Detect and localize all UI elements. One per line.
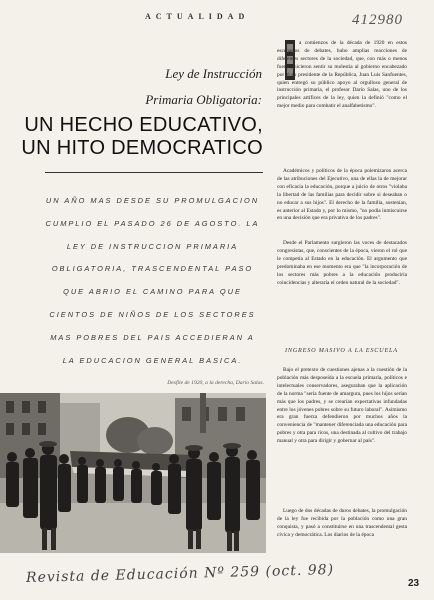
article-deck: UN AÑO MAS DESDE SU PROMULGACION CUMPLIO EL PASADO 26 DE AGOSTO. LA LEY DE INSTRUCCION PRIMARIA OBLIGATORIA, TRASCENDENTAL PASO QUE ABRIO EL CAMINO PARA QUE CIENTOS DE NIÑOS DE LOS SECTORES MAS POBRES DEL PAIS ACCEDIERAN A LA EDUCACION GENERAL BASICA. bbox=[45, 196, 260, 365]
paragraph-text: Bajo el pretexto de cuestiones ajenas a la cuestión de la población más desposeída a la escuela primaria, políticos e intelectuales conservadores, aseguraban que la aplicación de la norma "sería fuente de amargura, pues los hijos serían más que los padres, y se crearían expectativas infundadas entre los jóvenes pobres sobre su futuro laboral". Asimismo era gran fuerza defendieron por muchos años la conveniencia de "mantener diferenciada una educación para pobres y otra para ricos, una destinada al cultivo del trabajo manual y otra para dirigir y gobernar al país". bbox=[277, 367, 407, 445]
headline-line-2: UN HITO DEMOCRATICO bbox=[21, 137, 263, 159]
paragraph-text: a comienzos de la década de 1920 en estos escenarios de debates, hubo amplias reacciones de diferentes sectores de la sociedad, que, con más o menos fuerza, hicieron sentir su molestia al gobierno encabezado por el ex presidente de la República, Juan Luis Sanfuentes, quien entregó su público apoyo al orgulloso general de instrucción primaria, el profesor Darío Salas, uno de los principales artífices de la ley, quien la definió "como el mejor medio para combatir el analfabetismo". bbox=[277, 40, 407, 110]
handwritten-archive-number: 412980 bbox=[352, 12, 403, 28]
kicker-line-1: Ley de Instrucción bbox=[165, 66, 262, 81]
handwritten-source-note: Revista de Educación Nº 259 (oct. 98) bbox=[25, 561, 335, 587]
section-label: ACTUALIDAD bbox=[145, 12, 250, 21]
paragraph-text: Luego de dos décadas de duros debates, la promulgación de la ley fue recibida por la población como una gran conquista, y pasó a constituirse en una trascendental gesta cívica y democrática. Los diarios de la época bbox=[277, 508, 407, 538]
column-paragraph-4 bbox=[277, 367, 407, 446]
section-subheading: INGRESO MASIVO A LA ESCUELA bbox=[285, 347, 398, 354]
title-divider bbox=[45, 172, 263, 173]
column-paragraph-1 bbox=[277, 40, 407, 111]
paragraph-text: Académicos y políticos de la época polemizaron acerca de las atribuciones del Ejecutivo, una de ellas la de mejorar con eficacia la educación, porque a juicio de otros "violaba la libertad de las familias para decidir sobre si deseaban o no educar a sus hijos". El derecho de la familia, sostenían, es anterior al Estado y, por lo mismo, "no podía inmiscuirse en una decisión que era privativa de los padres". bbox=[277, 168, 407, 222]
paragraph-text: Desde el Parlamento surgieron las voces de destacados congresistas, que, conscientes de la época, vieron el rol que le competía al Estado en la educación. El argumento que predominaba en ese momento era que "la incorporación de los sectores más pobres a la educación produciría coincidencias y alteraría el orden natural de la sociedad". bbox=[277, 240, 407, 286]
photo-caption: Desfile de 1920, a la derecha, Darío Salas. bbox=[167, 380, 264, 386]
parade-photo bbox=[0, 393, 266, 553]
column-paragraph-2 bbox=[277, 168, 407, 223]
headline-line-1: UN HECHO EDUCATIVO, bbox=[24, 114, 263, 136]
column-paragraph-5 bbox=[277, 508, 407, 540]
kicker-line-2: Primaria Obligatoria: bbox=[145, 92, 262, 107]
column-paragraph-3 bbox=[277, 240, 407, 287]
page-number: 23 bbox=[408, 578, 420, 589]
